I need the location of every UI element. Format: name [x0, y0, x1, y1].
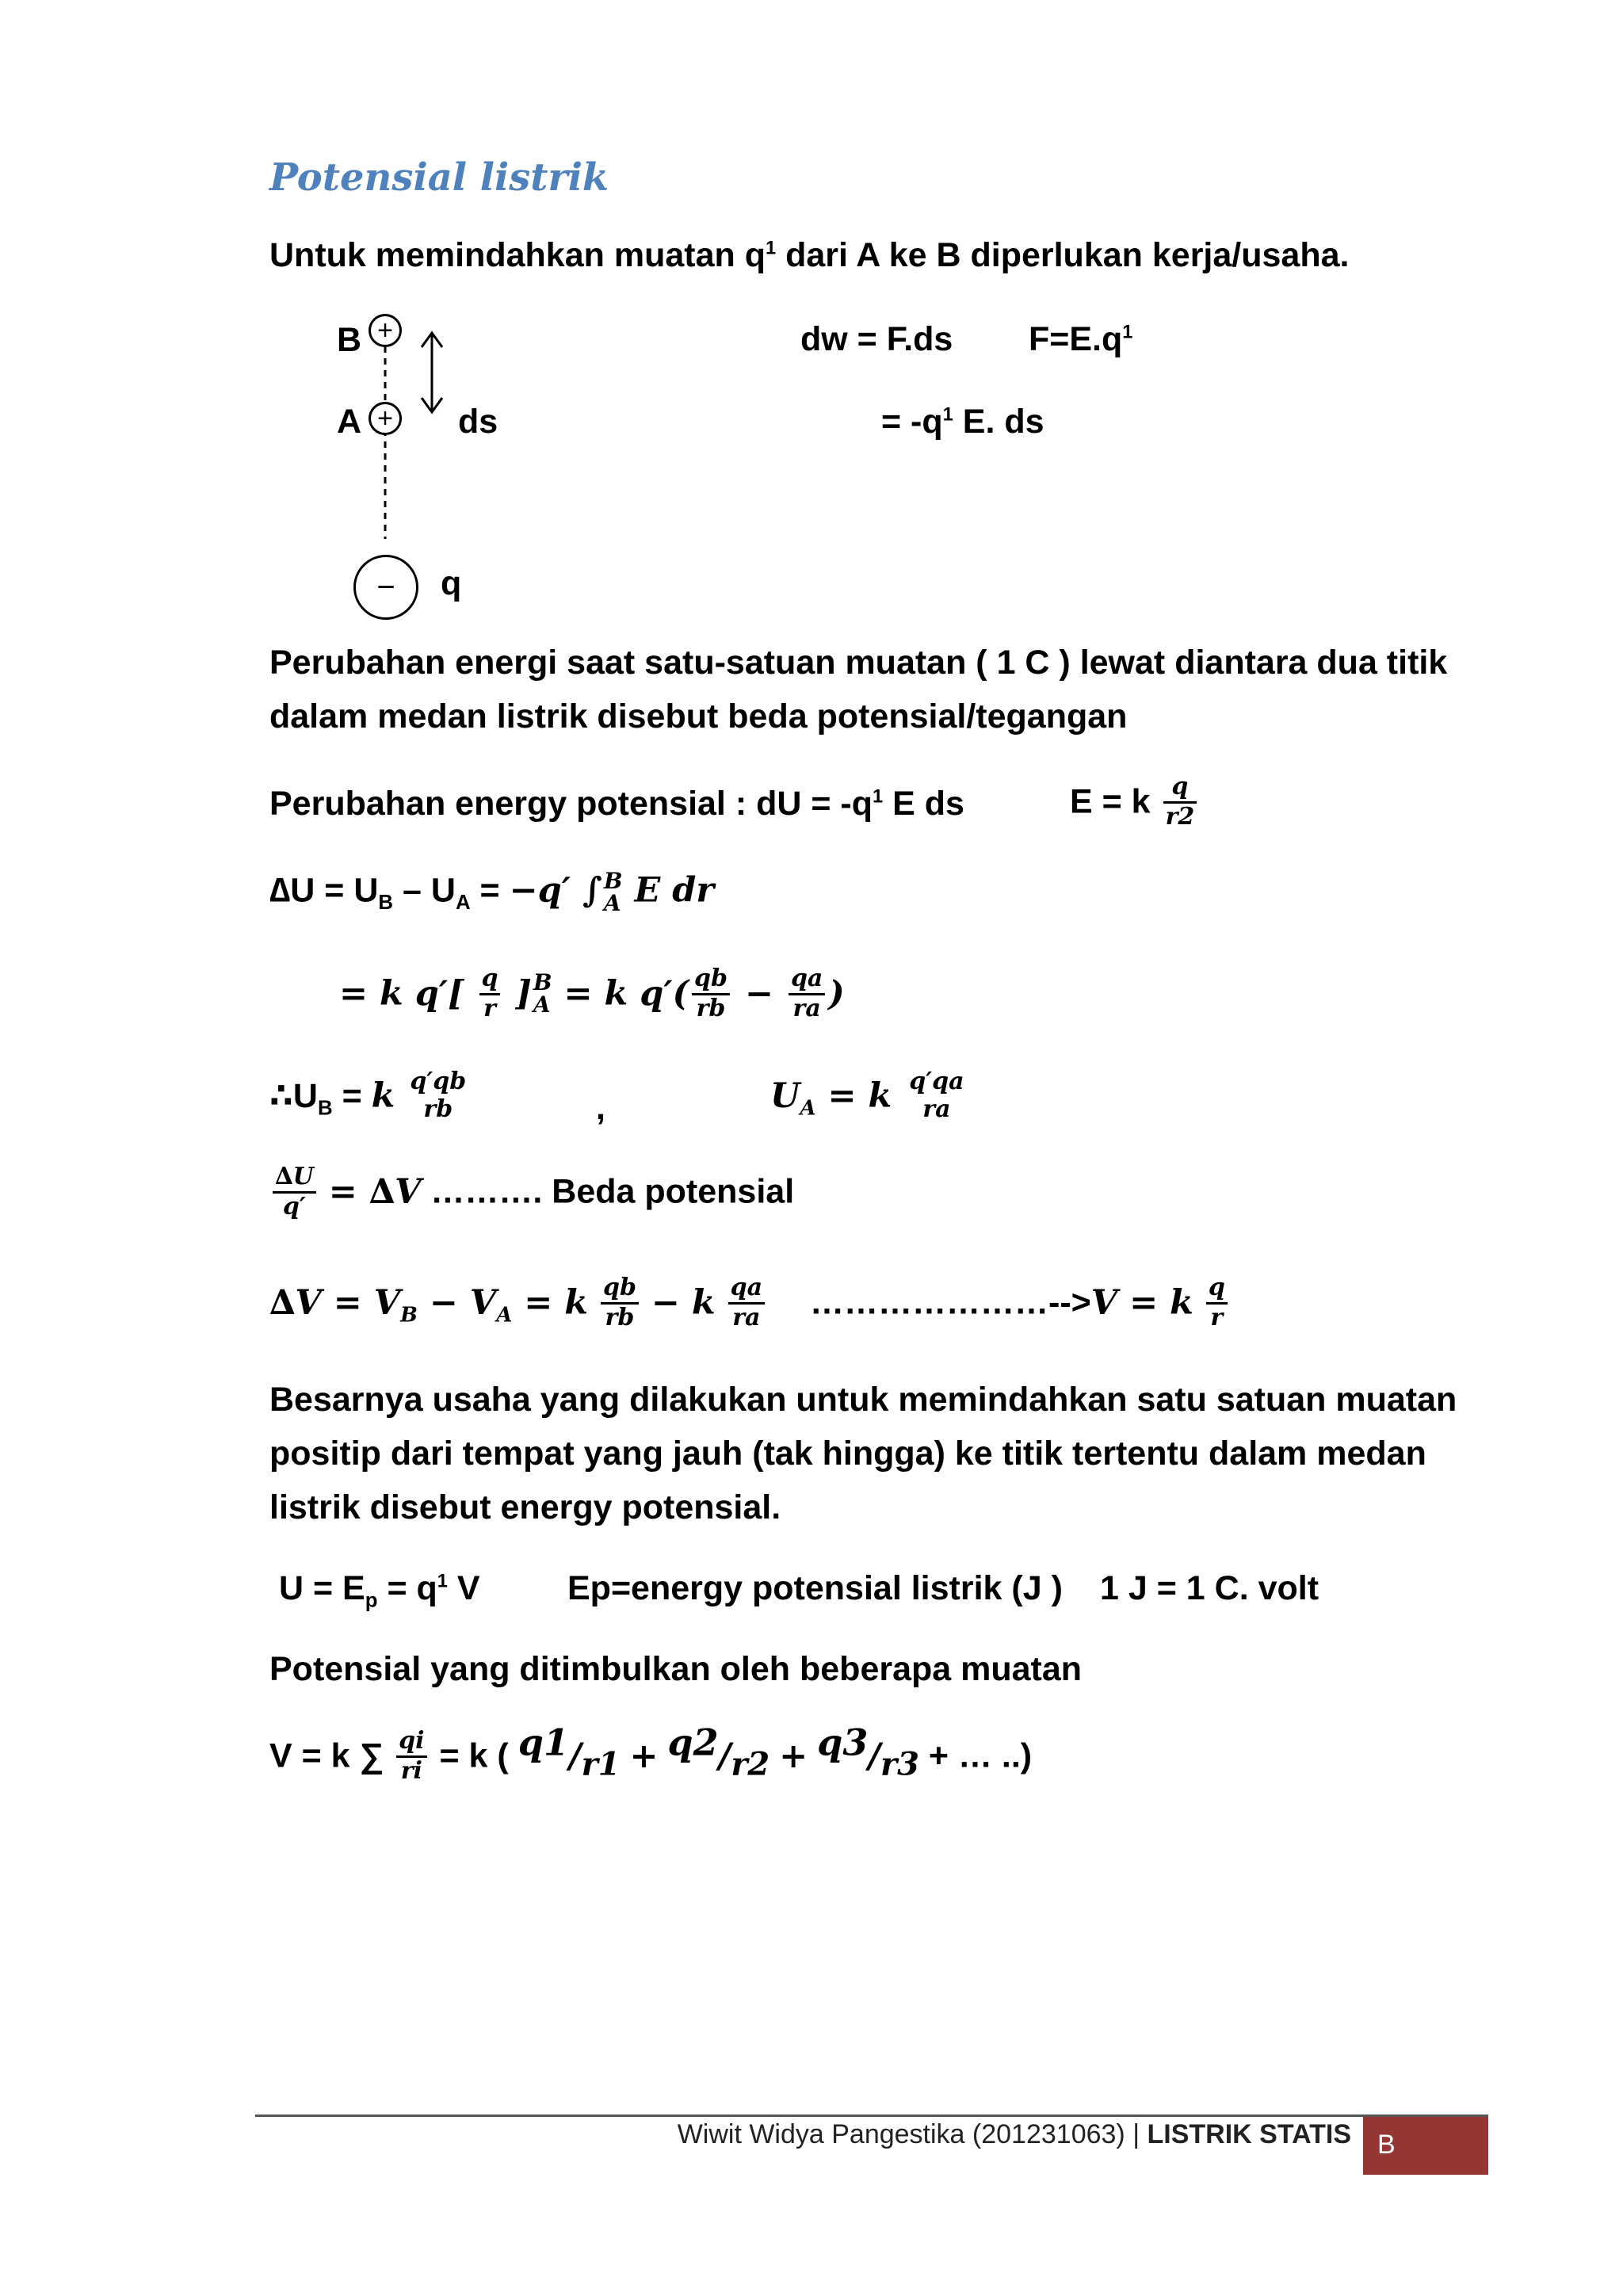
beda-potensial-equation: $\frac{\Delta U}{q'}$ = ∆V ………. Beda potensial	[269, 1163, 794, 1221]
u-ep-equation: $U = E_p = q^1$ V	[279, 1569, 480, 1612]
force-equation: $F=E.q^1$	[1029, 320, 1133, 358]
footer-text: Wiwit Widya Pangestika (201231063) | LISTRIK STATIS	[677, 2119, 1351, 2149]
potential-result: …………………-->V = k $\frac{q}{r}$	[810, 1274, 1231, 1331]
fraction-qa-ra-2: $\frac{qa}{ra}$	[728, 1274, 765, 1331]
integral-limits: B A	[603, 868, 623, 916]
term-2: q2/r2	[667, 1721, 770, 1783]
fraction-qi-ri: $\frac{qi}{ri}$	[396, 1728, 426, 1785]
page-title: Potensial listrik	[269, 155, 609, 200]
footer-topic: LISTRIK STATIS	[1147, 2119, 1351, 2149]
page-number: B	[1377, 2130, 1396, 2160]
v-sum-equation: V = k ∑ $\frac{qi}{ri}$ = k ( q1/r1 + q2/r2 + q3/r3 + … ..)	[269, 1721, 1033, 1785]
label-b: B	[337, 321, 362, 359]
page-number-box	[1363, 2117, 1488, 2175]
term-1: q1/r1	[517, 1721, 621, 1783]
fraction-du-q: $\frac{\Delta U}{q'}$	[273, 1163, 316, 1221]
label-ds: ds	[458, 403, 498, 441]
field-fraction: $\frac{q}{r2}$	[1163, 774, 1197, 831]
footer-author: Wiwit Widya Pangestika (201231063)	[677, 2119, 1125, 2149]
term-3: q3/r3	[817, 1721, 919, 1783]
charge-plus-a	[369, 402, 402, 435]
para1-line2: dalam medan listrik disebut beda potensial/tegangan	[269, 697, 1128, 735]
fraction-qb-rb: $\frac{qb}{rb}$	[692, 965, 730, 1022]
multi-charge-heading: Potensial yang ditimbulkan oleh beberapa muatan	[269, 1650, 1083, 1688]
delta-u-equation: $\Delta U = U_B - U_A = -q'$ ∫ B A E dr	[269, 868, 715, 916]
fraction-qa-ra: $\frac{qa}{ra}$	[789, 965, 825, 1022]
para1-line1: Perubahan energi saat satu-satuan muatan ( 1 C ) lewat diantara dua titik	[269, 644, 1448, 682]
ep-definition: Ep=energy potensial listrik (J )	[567, 1569, 1063, 1607]
ua-equation: $U_A = k$ q′qa ra	[770, 1068, 970, 1123]
bracket-limits: B A	[533, 969, 552, 1018]
fraction-q-r: $\frac{q}{r}$	[479, 965, 501, 1022]
charge-plus-b	[369, 314, 402, 347]
dw-equation: dw = F.ds	[800, 320, 953, 358]
intro-sentence: Untuk memindahkan muatan $q^1$ dari A ke B diperlukan kerja/usaha.	[269, 236, 1350, 274]
charge-minus-q	[353, 555, 418, 620]
para2-line1: Besarnya usaha yang dilakukan untuk memindahkan satu satuan muatan	[269, 1381, 1457, 1419]
plus-sign-a: +	[377, 403, 393, 434]
delta-v-equation: $\Delta V = V_B - V_A = k$ $\frac{qb}{rb}$ − k $\frac{qa}{ra}$	[269, 1274, 768, 1331]
label-a: A	[337, 403, 362, 441]
plus-sign-b: +	[377, 315, 393, 346]
minus-sign: −	[376, 569, 395, 605]
field-equation: E = k $\frac{q}{r2}$	[1070, 774, 1200, 831]
energy-change-equation: Perubahan energy potensial : dU = $-q^1$ E ds	[269, 785, 964, 823]
para2-line2: positip dari tempat yang jauh (tak hingga) ke titik tertentu dalam medan	[269, 1435, 1426, 1473]
fraction-q-r-2: $\frac{q}{r}$	[1206, 1274, 1228, 1331]
delta-u-expansion: = k q′[ $\frac{q}{r}$ ] B A = k q′( $\frac{qb}{rb}$ − $\frac{qa}{ra}$ )	[339, 965, 845, 1022]
ub-equation: $\therefore U_B = k$ q′qb rb	[269, 1068, 472, 1123]
fraction-ua: q′qa ra	[909, 1068, 964, 1123]
joule-definition: 1 J = 1 C. volt	[1100, 1569, 1319, 1607]
fraction-ub: q′qb rb	[410, 1068, 467, 1123]
fraction-qb-rb-2: $\frac{qb}{rb}$	[601, 1274, 639, 1331]
para2-line3: listrik disebut energy potensial.	[269, 1488, 781, 1526]
label-q: q	[441, 564, 462, 602]
footer-rule	[255, 2115, 1488, 2117]
comma: ,	[596, 1089, 605, 1127]
dw-equation-line2: = $-q^1$ E. ds	[881, 403, 1044, 441]
